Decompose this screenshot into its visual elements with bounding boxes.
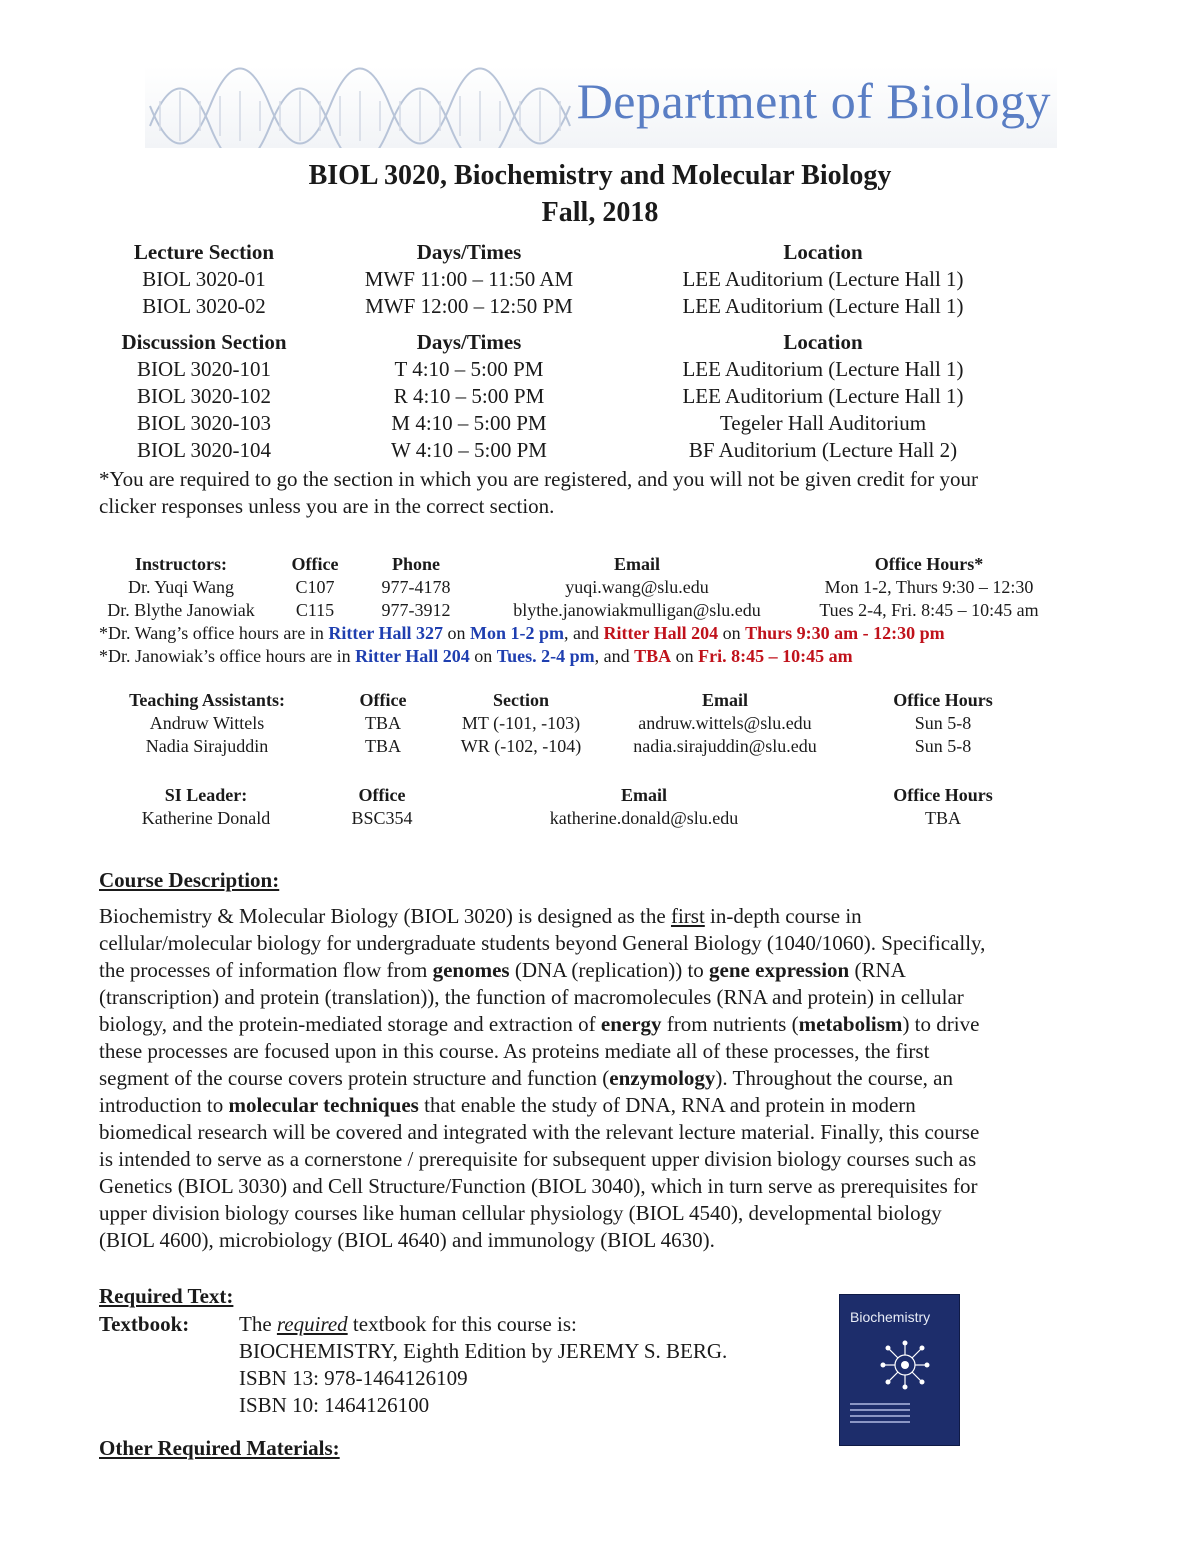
office-cell: TBA <box>365 713 401 733</box>
text: ) to drive <box>902 1012 980 1036</box>
text: the processes of information flow from <box>99 958 433 982</box>
ta-name: Andruw Wittels <box>149 713 265 733</box>
location-cell: LEE Auditorium (Lecture Hall 1) <box>682 384 964 408</box>
office-hours-cell: Sun 5-8 <box>914 736 972 756</box>
column-header: Office <box>291 554 339 574</box>
si-name: Katherine Donald <box>141 808 271 828</box>
molecule-icon <box>880 1340 930 1390</box>
note-text: *Dr. Janowiak’s office hours are in <box>99 646 356 666</box>
course-title: BIOL 3020, Biochemistry and Molecular Biology <box>308 160 892 191</box>
text: introduction to <box>99 1093 229 1117</box>
office-cell: BSC354 <box>351 808 413 828</box>
column-header: Discussion Section <box>121 330 287 354</box>
column-header: Email <box>620 785 668 805</box>
cover-author-lines <box>850 1403 910 1427</box>
text: biomedical research will be covered and integrated with the relevant lecture material. Finally, this course <box>99 1120 980 1144</box>
note-location: Ritter Hall 204 <box>603 623 719 643</box>
text: cellular/molecular biology for undergraduate students beyond General Biology (1040/1060). Specifically, <box>99 931 986 955</box>
course-term: Fall, 2018 <box>541 197 659 228</box>
text: from nutrients ( <box>661 1012 799 1036</box>
location-cell: LEE Auditorium (Lecture Hall 1) <box>682 267 964 291</box>
text: Biochemistry & Molecular Biology (BIOL 3020) is designed as the <box>99 904 671 928</box>
time-cell: W 4:10 – 5:00 PM <box>391 438 547 462</box>
section-note <box>99 466 1109 520</box>
text: biology, and the protein-mediated storage and extraction of <box>99 1012 601 1036</box>
time-cell: R 4:10 – 5:00 PM <box>393 384 545 408</box>
office-cell: C115 <box>295 600 335 620</box>
keyword: gene expression <box>709 958 850 982</box>
text: (RNA <box>849 958 906 982</box>
keyword: molecular techniques <box>228 1093 419 1117</box>
text: ). Throughout the course, an <box>715 1066 953 1090</box>
section-cell: WR (-102, -104) <box>460 736 582 756</box>
email-link[interactable]: nadia.sirajuddin@slu.edu <box>633 736 817 756</box>
text: these processes are focused upon in this course. As proteins mediate all of these processes, the first <box>99 1039 930 1063</box>
column-header: Teaching Assistants: <box>129 690 285 710</box>
course-description-body <box>99 903 1099 1254</box>
column-header: Section <box>493 690 549 710</box>
office-hours-cell: Sun 5-8 <box>914 713 972 733</box>
column-header: Office Hours* <box>874 554 984 574</box>
isbn-10: ISBN 10: 1464126100 <box>239 1393 430 1417</box>
column-header: Days/Times <box>416 240 522 264</box>
department-banner <box>145 66 1057 148</box>
note-time: Thurs 9:30 am - 12:30 pm <box>745 623 945 643</box>
column-header: Phone <box>391 554 441 574</box>
required-text-heading: Required Text: <box>99 1284 234 1308</box>
location-cell: Tegeler Hall Auditorium <box>719 411 927 435</box>
time-cell: T 4:10 – 5:00 PM <box>394 357 544 381</box>
text: (BIOL 4600), microbiology (BIOL 4640) and immunology (BIOL 4630). <box>99 1228 715 1252</box>
email-link[interactable]: katherine.donald@slu.edu <box>549 808 739 828</box>
isbn-13: ISBN 13: 978-1464126109 <box>239 1366 468 1390</box>
column-header: Office <box>359 690 407 710</box>
column-header: Days/Times <box>416 330 522 354</box>
note-text: , and <box>594 646 635 666</box>
wang-office-note <box>99 623 945 644</box>
text: that enable the study of DNA, RNA and protein in modern <box>418 1093 916 1117</box>
column-header: Office <box>358 785 406 805</box>
instructor-name: Dr. Yuqi Wang <box>127 577 235 597</box>
office-hours-cell: Mon 1-2, Thurs 9:30 – 12:30 <box>824 577 1034 597</box>
text: upper division biology courses like human cellular physiology (BIOL 4540), developmental biology <box>99 1201 942 1225</box>
other-materials-heading: Other Required Materials: <box>99 1436 340 1460</box>
emphasis: first <box>670 904 705 928</box>
section-cell: BIOL 3020-102 <box>137 384 271 408</box>
text: is intended to serve as a cornerstone / prerequisite for subsequent upper division biology courses such as <box>99 1147 977 1171</box>
section-cell: BIOL 3020-103 <box>137 411 271 435</box>
section-note-line: clicker responses unless you are in the correct section. <box>99 494 555 518</box>
column-header: Lecture Section <box>133 240 275 264</box>
phone-cell: 977-3912 <box>381 600 451 620</box>
text: Genetics (BIOL 3030) and Cell Structure/Function (BIOL 3040), which in turn serve as prerequisites for <box>99 1174 978 1198</box>
time-cell: MWF 12:00 – 12:50 PM <box>365 294 573 318</box>
text: in-depth course in <box>704 904 862 928</box>
office-hours-cell: TBA <box>925 808 961 828</box>
section-cell: BIOL 3020-101 <box>137 357 271 381</box>
column-header: Office Hours <box>893 690 993 710</box>
text: The <box>239 1312 277 1336</box>
note-location: Ritter Hall 204 <box>355 646 470 666</box>
course-description-heading: Course Description: <box>99 868 280 892</box>
keyword: genomes <box>432 958 510 982</box>
ta-name: Nadia Sirajuddin <box>145 736 269 756</box>
text: textbook for this course is: <box>347 1312 577 1336</box>
column-header: Office Hours <box>893 785 993 805</box>
banner-title: Department of Biology <box>576 73 1051 129</box>
keyword: metabolism <box>798 1012 903 1036</box>
text: segment of the course covers protein structure and function ( <box>99 1066 610 1090</box>
section-cell: BIOL 3020-01 <box>142 267 266 291</box>
phone-cell: 977-4178 <box>381 577 451 597</box>
column-header: Email <box>701 690 749 710</box>
note-text: on <box>469 646 497 666</box>
office-cell: C107 <box>295 577 335 597</box>
location-cell: BF Auditorium (Lecture Hall 2) <box>688 438 958 462</box>
textbook-cover-image <box>840 1295 959 1445</box>
keyword: energy <box>600 1012 662 1036</box>
note-text: *Dr. Wang’s office hours are in <box>99 623 329 643</box>
dna-helix-icon <box>145 66 575 148</box>
note-time: Mon 1-2 pm <box>470 623 564 643</box>
email-link[interactable]: blythe.janowiakmulligan@slu.edu <box>513 600 761 620</box>
note-time: Fri. 8:45 – 10:45 am <box>698 646 853 666</box>
office-cell: TBA <box>365 736 401 756</box>
note-location: TBA <box>634 646 672 666</box>
section-note-line: *You are required to go the section in which you are registered, and you will not be given credit for your <box>99 467 979 491</box>
email-link[interactable]: andruw.wittels@slu.edu <box>638 713 812 733</box>
note-text: on <box>443 623 470 643</box>
column-header: Location <box>783 330 863 354</box>
instructor-name: Dr. Blythe Janowiak <box>107 600 255 620</box>
column-header: Location <box>783 240 863 264</box>
cover-title: Biochemistry <box>850 1309 931 1325</box>
section-cell: BIOL 3020-104 <box>137 438 271 462</box>
column-header: Instructors: <box>135 554 227 574</box>
textbook-info <box>239 1311 727 1419</box>
note-text: on <box>671 646 699 666</box>
time-cell: M 4:10 – 5:00 PM <box>391 411 547 435</box>
email-link[interactable]: yuqi.wang@slu.edu <box>565 577 709 597</box>
section-cell: BIOL 3020-02 <box>142 294 266 318</box>
janowiak-office-note <box>99 646 853 667</box>
location-cell: LEE Auditorium (Lecture Hall 1) <box>682 357 964 381</box>
column-header: Email <box>613 554 661 574</box>
note-time: Tues. 2-4 pm <box>496 646 595 666</box>
book-title: BIOCHEMISTRY, Eighth Edition by JEREMY S. BERG. <box>239 1339 728 1363</box>
text: (DNA (replication)) to <box>509 958 710 982</box>
section-cell: MT (-101, -103) <box>461 713 581 733</box>
time-cell: MWF 11:00 – 11:50 AM <box>364 267 574 291</box>
textbook-label: Textbook: <box>99 1312 190 1336</box>
note-text: , and <box>564 623 604 643</box>
keyword: enzymology <box>609 1066 716 1090</box>
office-hours-cell: Tues 2-4, Fri. 8:45 – 10:45 am <box>819 600 1039 620</box>
text: (transcription) and protein (translation)), the function of macromolecules (RNA and protein) in cellular <box>99 985 964 1009</box>
note-location: Ritter Hall 327 <box>328 623 443 643</box>
emphasis: required <box>276 1312 348 1336</box>
note-text: on <box>718 623 746 643</box>
column-header: SI Leader: <box>164 785 248 805</box>
location-cell: LEE Auditorium (Lecture Hall 1) <box>682 294 964 318</box>
